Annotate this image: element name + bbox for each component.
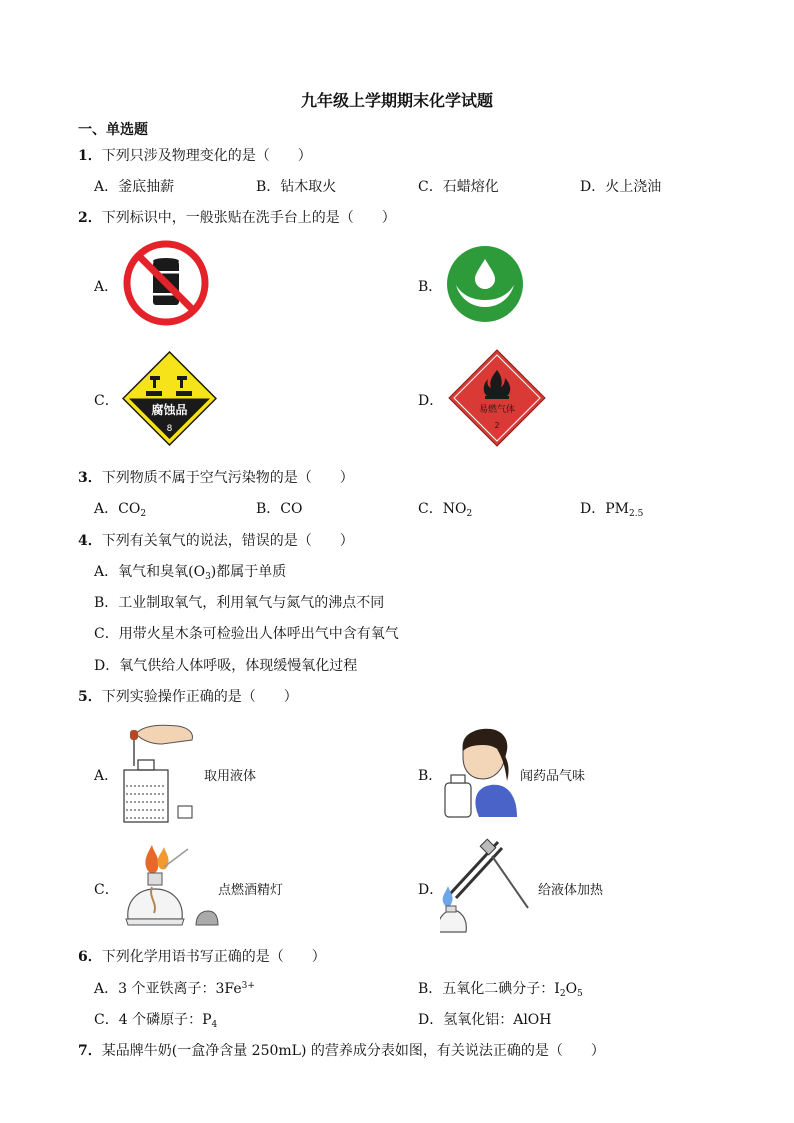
formula: CO xyxy=(280,501,303,517)
question-stem: 下列物质不属于空气污染物的是（ ） xyxy=(101,470,354,486)
question-number: 3． xyxy=(78,470,102,486)
q6-option-c[interactable] xyxy=(94,1009,217,1030)
formula: CO xyxy=(118,501,141,517)
q4-option-b[interactable]: B．工业制取氧气，利用氧气与氮气的沸点不同 xyxy=(94,595,385,611)
heat-liquid-illustration[interactable] xyxy=(440,838,532,934)
subscript: 5 xyxy=(577,989,583,999)
formula: PM xyxy=(605,501,629,517)
q5-option-d-caption: 给液体加热 xyxy=(538,883,604,898)
q1-option-d[interactable]: D．火上浇油 xyxy=(580,179,662,195)
corrosive-sign-number: 8 xyxy=(166,424,173,434)
q5-option-a-label[interactable]: A． xyxy=(94,768,119,784)
question-number: 1． xyxy=(78,148,102,164)
q2-option-a-label[interactable]: A． xyxy=(94,279,119,295)
option-text: A．氧气和臭氧(O xyxy=(94,564,206,580)
q1-option-b[interactable]: B．钻木取火 xyxy=(256,179,337,195)
subscript: 2.5 xyxy=(629,509,644,519)
question-number: 6． xyxy=(78,949,102,965)
option-label: C． xyxy=(418,501,443,517)
subscript: 2 xyxy=(559,989,566,999)
q4-option-a[interactable] xyxy=(94,561,286,582)
q2-option-c-label[interactable]: C． xyxy=(94,393,119,409)
q5-option-a-caption: 取用液体 xyxy=(204,769,257,784)
q2-option-b-label[interactable]: B． xyxy=(418,279,443,295)
subscript: 4 xyxy=(211,1020,218,1030)
alcohol-lamp-illustration[interactable] xyxy=(118,843,220,935)
question-6 xyxy=(78,946,326,966)
q2-option-d-label[interactable]: D． xyxy=(418,393,444,409)
subscript: 3 xyxy=(205,572,211,582)
dropper-liquid-illustration[interactable] xyxy=(118,720,198,826)
option-text: O xyxy=(565,981,578,997)
q6-option-a[interactable] xyxy=(94,978,255,998)
flammable-sign-number: 2 xyxy=(494,421,500,430)
q6-option-d[interactable]: D．氢氧化铝：AlOH xyxy=(418,1012,552,1028)
smell-reagent-illustration[interactable] xyxy=(441,727,519,819)
superscript: 3+ xyxy=(241,981,255,991)
subscript: 2 xyxy=(466,509,473,519)
question-stem: 下列有关氧气的说法，错误的是（ ） xyxy=(101,533,354,549)
option-label: A． xyxy=(94,501,119,517)
q6-option-b[interactable] xyxy=(418,978,583,999)
option-label: B． xyxy=(256,501,281,517)
question-2 xyxy=(78,207,396,227)
question-stem: 下列标识中，一般张贴在洗手台上的是（ ） xyxy=(101,210,396,226)
question-7 xyxy=(78,1040,605,1060)
option-text: A．3 个亚铁离子：3Fe xyxy=(94,981,242,997)
q1-option-a[interactable]: A．釜底抽薪 xyxy=(94,179,175,195)
corrosive-sign-text: 腐蚀品 xyxy=(151,403,188,417)
q1-option-c[interactable]: C．石蜡熔化 xyxy=(418,179,499,195)
flammable-sign-text: 易燃气体 xyxy=(478,405,516,415)
q5-option-d-label[interactable]: D． xyxy=(418,882,444,898)
question-3 xyxy=(78,467,354,487)
section-heading: 一、单选题 xyxy=(78,122,148,138)
q3-option-a[interactable] xyxy=(94,498,146,519)
q5-option-b-label[interactable]: B． xyxy=(418,768,443,784)
question-number: 5． xyxy=(78,689,102,705)
q4-option-d[interactable]: D．氧气供给人体呼吸，体现缓慢氧化过程 xyxy=(94,658,358,674)
formula: NO xyxy=(442,501,467,517)
question-number: 7． xyxy=(78,1043,102,1059)
q5-option-c-caption: 点燃酒精灯 xyxy=(218,883,284,898)
q5-option-c-label[interactable]: C． xyxy=(94,882,119,898)
water-saving-sign[interactable] xyxy=(446,245,524,323)
question-4 xyxy=(78,530,354,550)
subscript: 2 xyxy=(140,509,147,519)
option-text: B．五氧化二碘分子：I xyxy=(418,981,560,997)
page-title: 九年级上学期期末化学试题 xyxy=(300,91,493,110)
question-1 xyxy=(78,145,312,165)
q5-option-b-caption: 闻药品气味 xyxy=(520,769,586,784)
q3-option-d[interactable] xyxy=(580,498,643,519)
question-stem: 下列实验操作正确的是（ ） xyxy=(101,689,298,705)
q3-option-b[interactable] xyxy=(256,498,303,519)
q4-option-c[interactable]: C．用带火星木条可检验出人体呼出气中含有氧气 xyxy=(94,626,399,642)
no-oil-barrel-sign[interactable] xyxy=(122,239,210,327)
question-number: 2． xyxy=(78,210,102,226)
option-text: )都属于单质 xyxy=(210,564,287,580)
corrosive-sign[interactable] xyxy=(122,351,217,446)
option-text: C．4 个磷原子：P xyxy=(94,1012,212,1028)
option-label: D． xyxy=(580,501,606,517)
q3-option-c[interactable] xyxy=(418,498,472,519)
question-stem: 下列化学用语书写正确的是（ ） xyxy=(101,949,326,965)
flammable-gas-sign[interactable] xyxy=(447,348,547,448)
question-stem: 某品牌牛奶(一盒净含量 250mL) 的营养成分表如图，有关说法正确的是（ ） xyxy=(101,1043,605,1059)
question-number: 4． xyxy=(78,533,102,549)
question-5 xyxy=(78,686,298,706)
question-stem: 下列只涉及物理变化的是（ ） xyxy=(101,148,312,164)
